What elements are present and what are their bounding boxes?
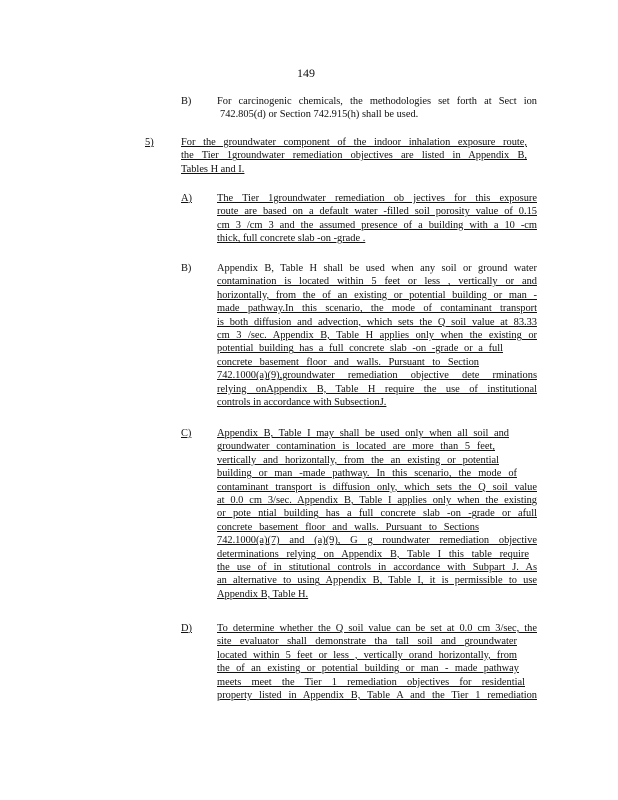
paragraph-carcinogenic [217,95,537,122]
text-line: groundwater contamination is located are more than 5 feet, [217,441,495,453]
text-line: horizontally, from the of an existing or potential building or man - [217,289,537,301]
text-line: site evaluator shall demonstrate tha tall soil and groundwater [217,636,517,648]
text-line: meets meet the Tier 1 remediation objectives for residential [217,676,525,688]
text-line: To determine whether the Q soil value can be set at 0.0 cm 3/sec, the [217,623,537,634]
text-line: concrete basement floor and walls. Pursuant to Sections [217,521,479,533]
text-line: an alternative to using Appendix B, Table I, it is permissible to use [217,575,537,587]
text-line: Appendix B, Table I may shall be used only when all soil and [217,428,509,439]
text-line: made pathway.In this scenario, the mode of contaminant transport [217,303,537,315]
paragraph-groundwater-component [181,136,527,176]
text-line: the use of in stitutional controls in accordance with Subpart J. As [217,562,537,574]
item-marker: A) [181,193,192,204]
text-line: For carcinogenic chemicals, the methodologies set forth at Sect ion [217,96,537,107]
text-line: contamination is located within 5 feet or less , vertically or and [217,276,537,288]
text-line: Tables H and I. [181,163,245,175]
text-line: property listed in Appendix B, Table A and the Tier 1 remediation [217,690,537,702]
text-line: contaminant transport is diffusion only, which sets the Q soil value [217,481,537,493]
text-line: the of an existing or potential building or man - made pathway [217,663,519,675]
text-line: cm 3 /sec. Appendix B, Table H applies only when the existing or [217,330,537,342]
text-line: or pote ntial building has a full concrete slab -on -grade or afull [217,508,537,520]
text-line: The Tier 1groundwater remediation ob jectives for this exposure [217,193,537,204]
text-line: at 0.0 cm 3/sec. Appendix B, Table I applies only when the existing [217,495,537,507]
item-marker: 5) [145,137,154,148]
paragraph-tier1-objectives [217,192,537,246]
text-line: concrete basement floor and walls. Pursuant to Section [217,356,479,368]
item-marker: B) [181,96,192,107]
text-line: Appendix B, Table H shall be used when any soil or ground water [217,263,537,274]
text-line: building or man -made pathway. In this scenario, the mode of [217,468,517,480]
text-line: controls in accordance with SubsectionJ. [217,397,387,409]
paragraph-table-i [217,427,537,601]
text-line: 742.1000(a)(7) and (a)(9), G g roundwater remediation objective [217,535,537,547]
text-line: route are based on a default water -filled soil porosity value of 0.15 [217,206,537,218]
item-marker: D) [181,623,192,634]
text-line: For the groundwater component of the indoor inhalation exposure route, [181,137,527,148]
text-line: located within 5 feet or less , vertically orand horizontally, from [217,649,517,661]
text-line: 742.1000(a)(9),groundwater remediation objective dete rminations [217,370,537,382]
paragraph-qsoil-determination [217,622,537,702]
item-marker: C) [181,428,192,439]
paragraph-table-h [217,262,537,409]
text-line: is both diffusion and advection, which sets the Q soil value at 83.33 [217,316,537,328]
text-line: thick, full concrete slab -on -grade . [217,233,366,245]
page-number: 149 [297,66,315,80]
text-line: cm 3 /cm 3 and the assumed presence of a building with a 10 -cm [217,219,537,231]
text-line: Appendix B, Table H. [217,588,309,600]
text-line: determinations relying on Appendix B, Table I this table require [217,548,529,560]
text-line: the Tier 1groundwater remediation objectives are listed in Appendix B, [181,150,527,162]
text-line: 742.805(d) or Section 742.915(h) shall be used. [220,109,419,121]
text-line: vertically and horizontally, from the an existing or potential [217,454,499,466]
item-marker: B) [181,263,192,274]
text-line: relying onAppendix B, Table H require the use of institutional [217,383,537,395]
text-line: potential building has a full concrete slab -on -grade or a full [217,343,503,355]
